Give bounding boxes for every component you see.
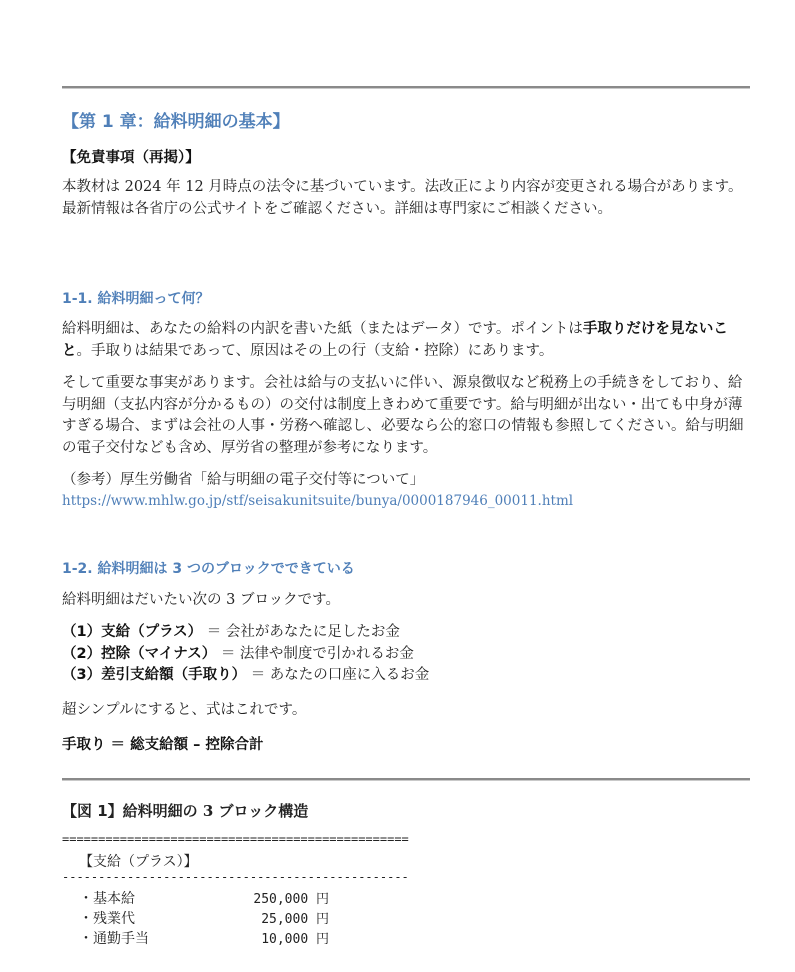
- figure-row: [79, 928, 339, 948]
- reference-text: （参考）厚生労働省「給与明細の電子交付等について」: [62, 472, 425, 488]
- formula-intro: 超シンプルにすると、式はこれです。: [62, 702, 307, 718]
- formula: 手取り ＝ 総支給額 – 控除合計: [62, 737, 264, 753]
- list-item-label: （3）差引支給額（手取り）: [62, 667, 247, 683]
- list-item: [62, 665, 750, 687]
- list-item-desc: ＝ あなたの口座に入るお金: [250, 667, 430, 683]
- figure-caption: 給料明細の 3 ブロック構造: [122, 802, 309, 820]
- reference-link[interactable]: https://www.mhlw.go.jp/stf/seisakunitsuite/bunya/0000187946_00011.html: [62, 493, 574, 509]
- figure-row: [79, 888, 339, 908]
- disclaimer-text: 本教材は 2024 年 12 月時点の法令に基づいています。法改正により内容が変更される場合があります。最新情報は各省庁の公式サイトをご確認ください。詳細は専門家にご相談ください。: [62, 179, 743, 217]
- section-1-1-paragraph-2: そして重要な事実があります。会社は給与の支払いに伴い、源泉徴収など税務上の手続きをしており、給与明細（支払内容が分かるもの）の交付は制度上きわめて重要です。給与明細が出ない・出ても中身が薄すぎる場合、まずは会社の人事・労務へ確認し、必要なら公的窓口の情報も参照してください。給与明細の電子交付なども含め、厚労省の整理が参考になります。: [62, 375, 744, 456]
- list-item-label: （2）控除（マイナス）: [62, 645, 217, 662]
- disclaimer-heading: 【免責事項（再掲）】: [62, 150, 200, 166]
- list-item-desc: ＝ 会社があなたに足したお金: [206, 624, 400, 640]
- figure-label: 【図 1】: [62, 802, 123, 820]
- list-item-desc: ＝ 法律や制度で引かれるお金: [220, 645, 414, 662]
- section-1-2-intro: 給料明細はだいたい次の 3 ブロックです。: [62, 592, 340, 608]
- figure-dash-line: ------------------------------------------------: [62, 870, 409, 884]
- section-1-1-heading: 1-1. 給料明細って何？: [62, 291, 210, 307]
- figure-equals-line: ================================================: [62, 832, 409, 846]
- paragraph-text: 。手取りは結果であって、原因はその上の行（支給・控除）にあります。: [76, 342, 554, 359]
- section-1-2-heading: 1-2. 給料明細は 3 つのブロックでできている: [62, 561, 355, 577]
- block-list: [62, 622, 750, 687]
- figure-row-name: ・残業代: [79, 911, 135, 927]
- paragraph-text: 給料明細は、あなたの給料の内訳を書いた紙（またはデータ）です。ポイントは: [62, 321, 583, 337]
- figure-divider: [62, 778, 750, 781]
- list-item: [62, 644, 750, 666]
- figure-row-name: ・基本給: [79, 891, 135, 907]
- list-item: [62, 622, 750, 644]
- chapter-title: 【第 1 章：給料明細の基本】: [62, 112, 290, 132]
- figure-row: [79, 908, 339, 928]
- figure-title: [62, 800, 750, 821]
- figure-row-name: ・通勤手当: [79, 931, 149, 947]
- section-1-1-paragraph-1: [62, 319, 750, 362]
- figure-row-amount: 10,000 円: [261, 932, 329, 947]
- emphasis-text: 手取りだけを見ないこと: [62, 321, 728, 359]
- figure-row-amount: 25,000 円: [261, 912, 329, 927]
- top-divider: [62, 86, 750, 89]
- list-item-label: （1）支給（プラス）: [62, 624, 203, 640]
- figure-block-heading: 【支給（プラス）】: [79, 854, 198, 870]
- figure-row-amount: 250,000 円: [253, 892, 329, 907]
